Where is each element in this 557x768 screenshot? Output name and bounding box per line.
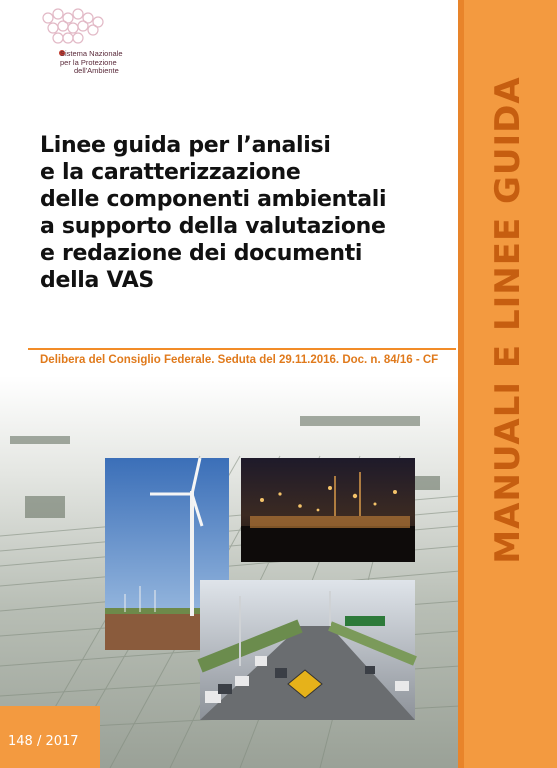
logo-line: dell'Ambiente <box>74 66 119 75</box>
document-subtitle: Delibera del Consiglio Federale. Seduta del 29.11.2016. Doc. n. 84/16 - CF <box>40 354 439 366</box>
issue-year: 2017 <box>45 734 79 749</box>
series-title: MANUALI E LINEE GUIDA <box>488 76 528 564</box>
snpa-logo <box>40 8 160 78</box>
title-line: delle componenti ambientali <box>40 187 387 212</box>
highway-traffic-photo <box>200 580 415 720</box>
hexagon-network-icon <box>40 8 110 50</box>
issue-separator: / <box>32 734 46 749</box>
document-title <box>40 132 450 294</box>
industrial-plant-night-photo <box>241 458 415 562</box>
title-line: e la caratterizzazione <box>40 160 301 185</box>
issue-number <box>8 734 79 749</box>
title-divider <box>28 348 456 350</box>
title-line: e redazione dei documenti <box>40 241 363 266</box>
issue-value: 148 <box>8 734 33 749</box>
title-line: a supporto della valutazione <box>40 214 386 239</box>
sidebar-edge <box>458 0 464 768</box>
title-line: della VAS <box>40 268 154 293</box>
logo-text <box>60 50 123 76</box>
logo-line: Sistema Nazionale <box>60 49 123 58</box>
title-line: Linee guida per l’analisi <box>40 133 331 158</box>
logo-line: per la Protezione <box>60 57 117 67</box>
